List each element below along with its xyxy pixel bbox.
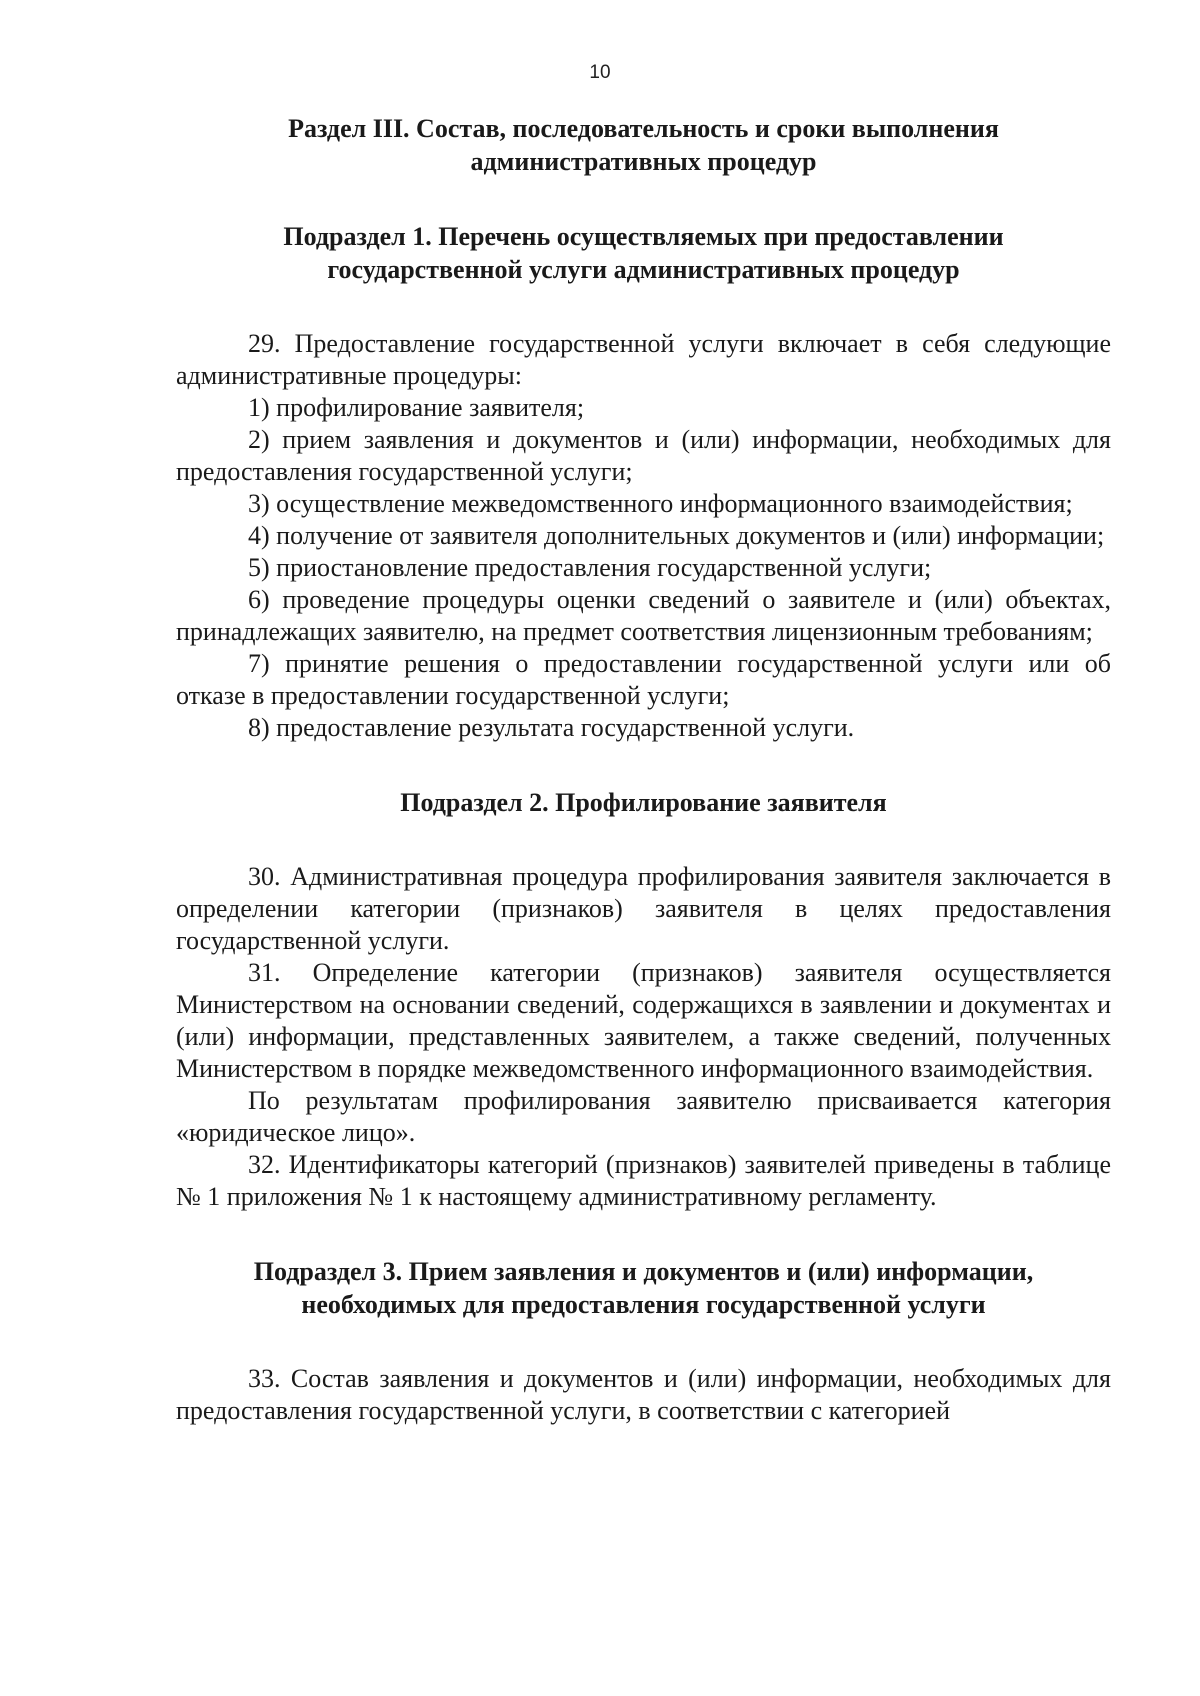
paragraph-29: 29. Предоставление государственной услуги включает в себя следующие административные процедуры:	[176, 329, 1111, 390]
subsection-heading-line: Подраздел 3. Прием заявления и документов и (или) информации,	[253, 1257, 1034, 1286]
section-heading	[176, 112, 1111, 178]
subsection-heading-line: Подраздел 1. Перечень осуществляемых при предоставлении	[283, 222, 1004, 251]
list-item: 1) профилирование заявителя;	[248, 393, 585, 422]
section-heading-line: Раздел III. Состав, последовательность и сроки выполнения	[288, 114, 999, 143]
list-item: 6) проведение процедуры оценки сведений о заявителе и (или) объектах, принадлежащих заявителю, на предмет соответствия лицензионным требованиям;	[176, 585, 1111, 646]
subsection-heading-line: государственной услуги административных процедур	[327, 255, 960, 284]
paragraph-32: 32. Идентификаторы категорий (признаков) заявителей приведены в таблице № 1 приложения № 1 к настоящему административному регламенту.	[176, 1150, 1111, 1211]
subsection-1-heading	[176, 220, 1111, 286]
paragraph-31-continued: По результатам профилирования заявителю присваивается категория «юридическое лицо».	[176, 1086, 1111, 1147]
paragraph-30: 30. Административная процедура профилирования заявителя заключается в определении категории (признаков) заявителя в целях предоставления государственной услуги.	[176, 862, 1111, 955]
paragraph-31: 31. Определение категории (признаков) заявителя осуществляется Министерством на основании сведений, содержащихся в заявлении и документах и (или) информации, представленных заявителем, а также сведений, полученных Министерством в порядке межведомственного информационного взаимодействия.	[176, 958, 1111, 1083]
paragraph-33: 33. Состав заявления и документов и (или) информации, необходимых для предоставления государственной услуги, в соответствии с категорией	[176, 1364, 1111, 1425]
document-body	[176, 112, 1111, 1427]
subsection-2-heading: Подраздел 2. Профилирование заявителя	[400, 788, 887, 817]
list-item: 8) предоставление результата государственной услуги.	[248, 713, 855, 742]
list-item: 2) прием заявления и документов и (или) информации, необходимых для предоставления государственной услуги;	[176, 425, 1111, 486]
list-item: 5) приостановление предоставления государственной услуги;	[248, 553, 932, 582]
subsection-3-heading	[176, 1255, 1111, 1321]
section-heading-line: административных процедур	[470, 147, 817, 176]
page-number: 10	[589, 62, 611, 83]
list-item: 4) получение от заявителя дополнительных документов и (или) информации;	[248, 521, 1105, 550]
list-item: 7) принятие решения о предоставлении государственной услуги или об отказе в предоставлении государственной услуги;	[176, 649, 1111, 710]
list-item: 3) осуществление межведомственного информационного взаимодействия;	[248, 489, 1073, 518]
subsection-heading-line: необходимых для предоставления государственной услуги	[301, 1290, 986, 1319]
